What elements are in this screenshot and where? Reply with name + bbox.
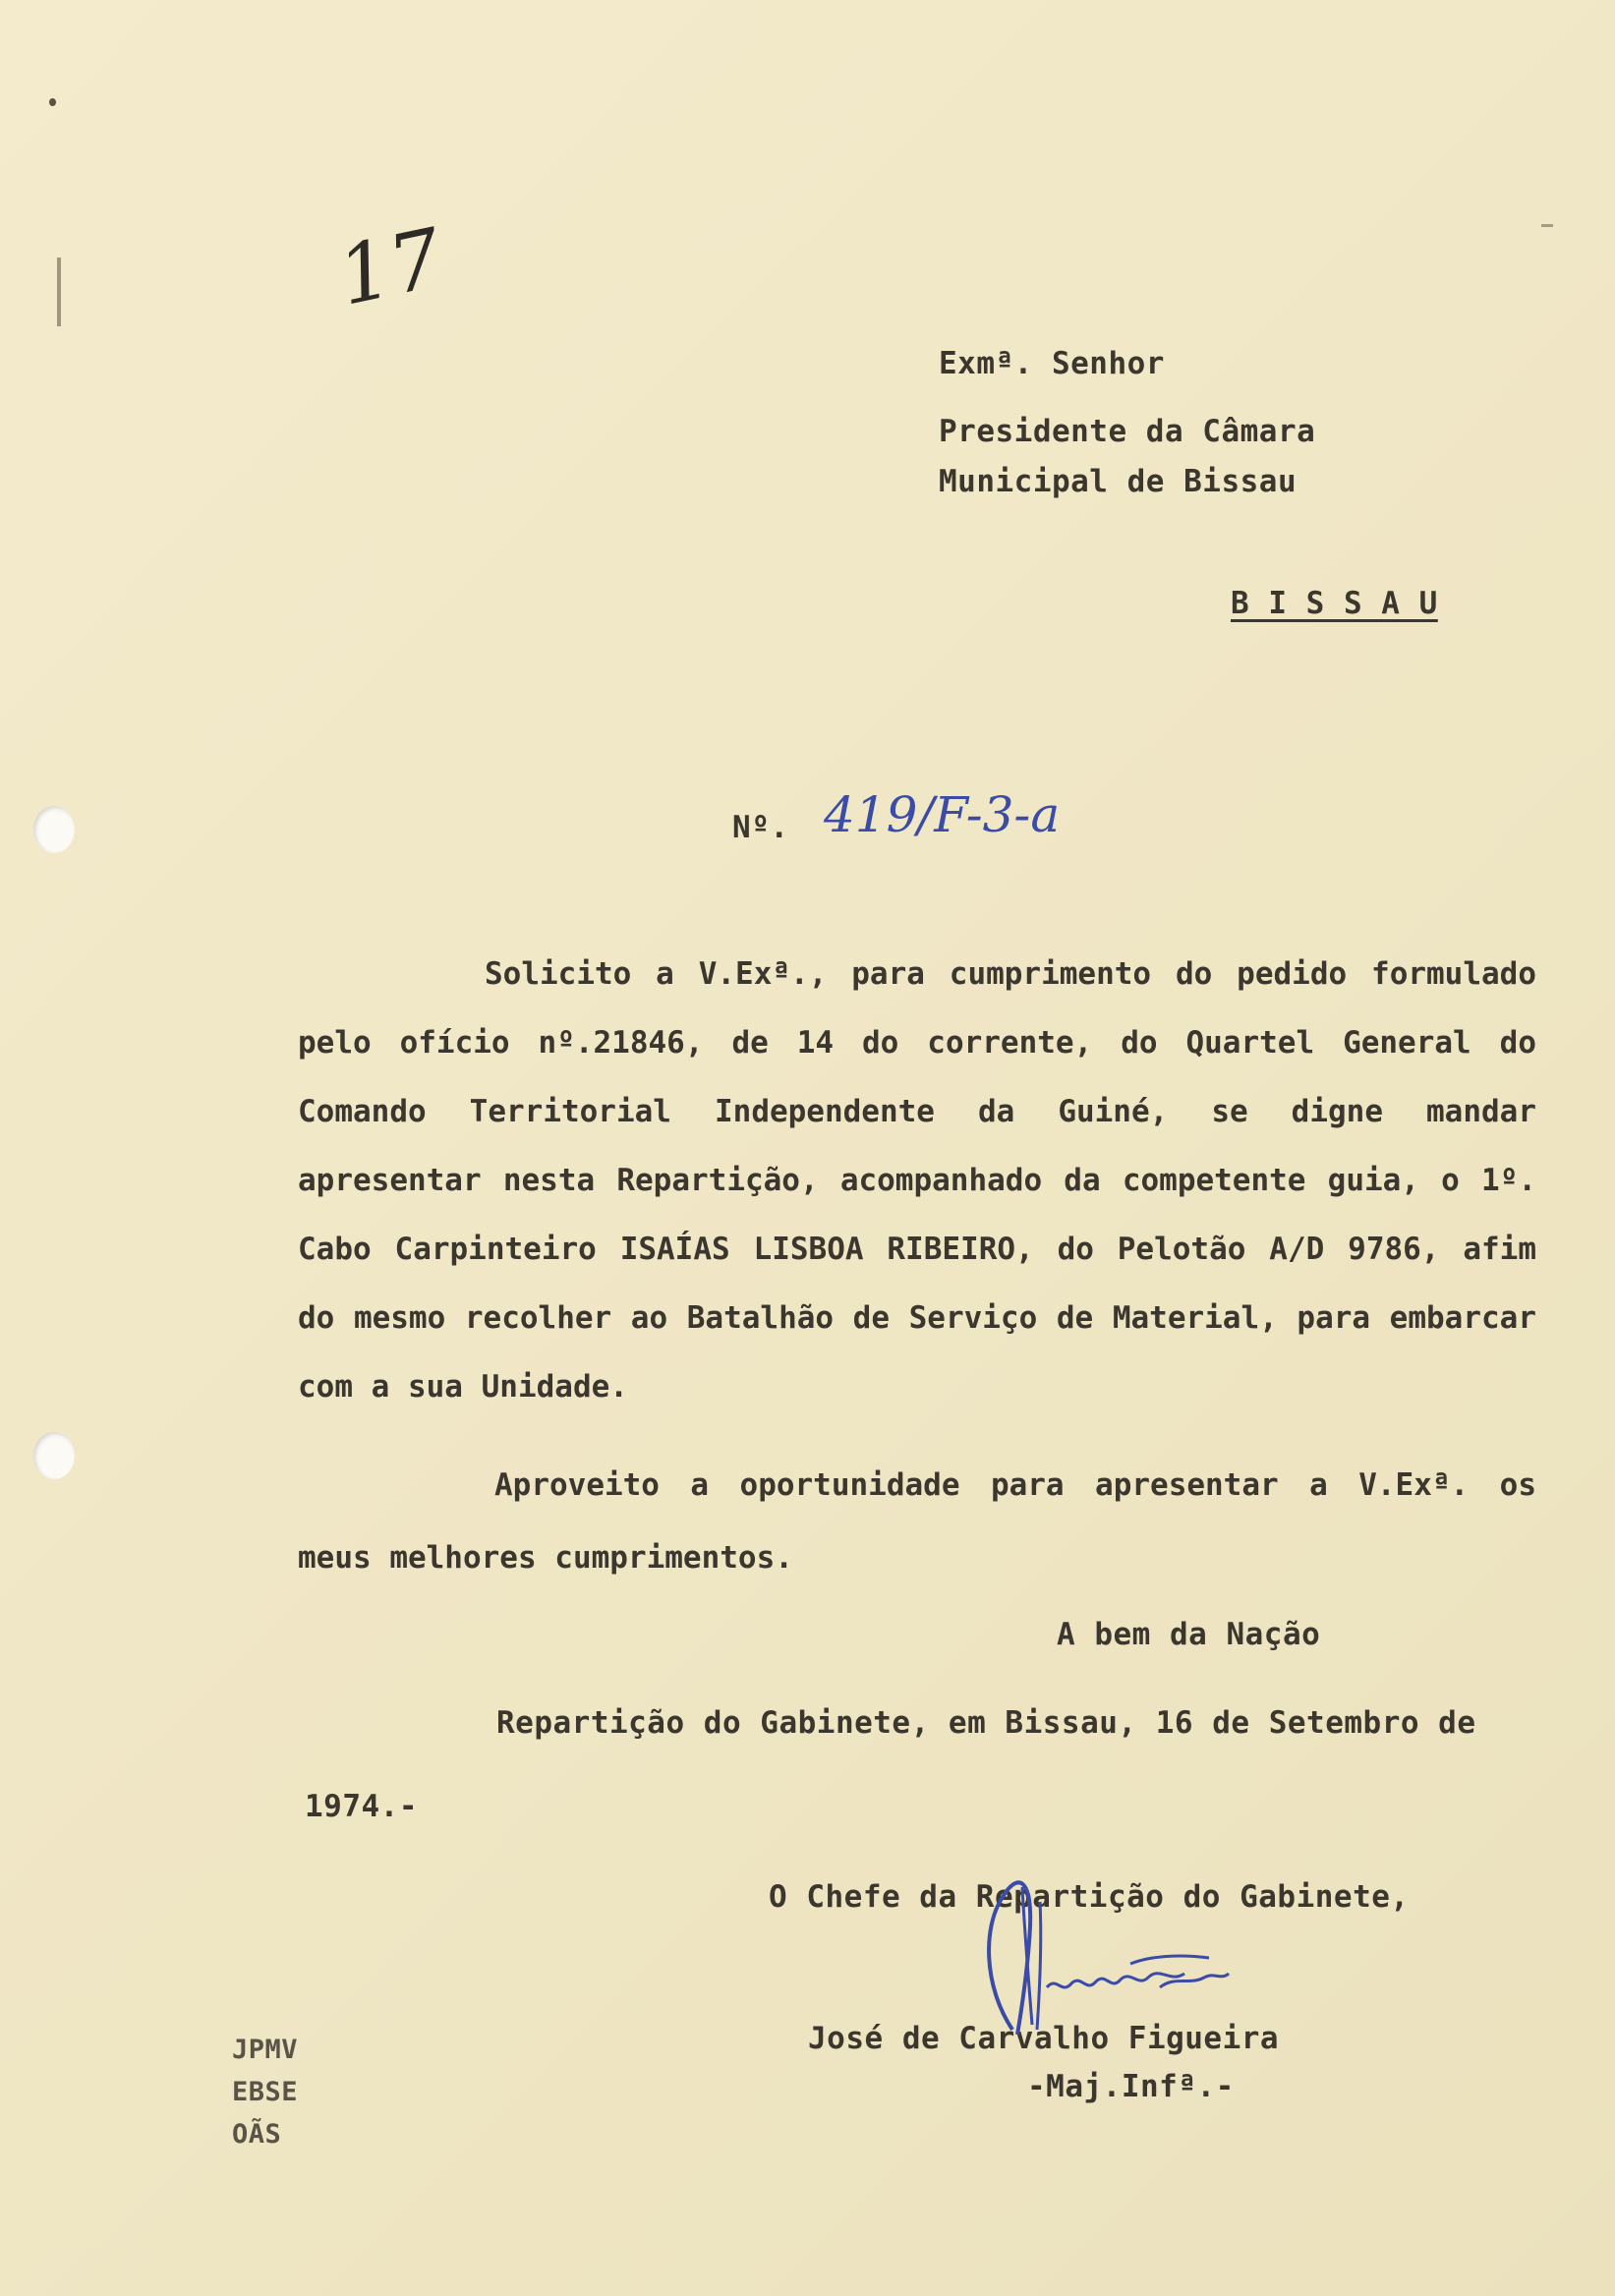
edge-mark-left bbox=[49, 98, 56, 106]
edge-mark-staple bbox=[57, 258, 61, 326]
reference-number-handwritten: 419/F-3-a bbox=[824, 786, 1061, 843]
addressee-city: B I S S A U bbox=[1231, 586, 1438, 621]
reference-prefix: Nº. bbox=[732, 810, 789, 845]
handwritten-page-number: 17 bbox=[330, 211, 451, 324]
initials-3: OÃS bbox=[232, 2119, 282, 2150]
body-paragraph-request: Solicito a V.Exª., para cumprimento do pedido formulado pelo ofício nº.21846, de 14 do corrente, do Quartel General do Comando Territorial Independente da Guiné, se digne mandar apresentar nesta Repartição, acompanhado da competente guia, o 1º. Cabo Carpinteiro ISAÍAS LISBOA RIBEIRO, do Pelotão A/D 9786, afim do mesmo recolher ao Batalhão de Serviço de Material, para embarcar com a sua Unidade. bbox=[298, 956, 1536, 1405]
punch-hole-bottom bbox=[33, 1432, 75, 1479]
closing-place-date: Repartição do Gabinete, em Bissau, 16 de Setembro de bbox=[496, 1705, 1476, 1741]
closing-salutation: A bem da Nação bbox=[1057, 1617, 1321, 1652]
initials-1: JPMV bbox=[232, 2035, 299, 2065]
signatory-title: O Chefe da Repartição do Gabinete, bbox=[769, 1879, 1410, 1915]
closing-year: 1974.- bbox=[305, 1789, 418, 1824]
addressee-salutation: Exmª. Senhor bbox=[939, 346, 1165, 381]
body-paragraph-greeting: Aproveito a oportunidade para apresentar a V.Exª. os meus melhores cumprimentos. bbox=[298, 1467, 1536, 1576]
initials-2: EBSE bbox=[232, 2077, 299, 2107]
signatory-rank: -Maj.Infª.- bbox=[1027, 2069, 1235, 2104]
signatory-name: José de Carvalho Figueira bbox=[808, 2021, 1280, 2056]
signature bbox=[963, 1867, 1298, 2044]
punch-hole-top bbox=[33, 806, 75, 853]
edge-mark-right bbox=[1541, 224, 1553, 227]
addressee-title: Presidente da Câmara bbox=[939, 414, 1316, 449]
addressee-institution: Municipal de Bissau bbox=[939, 464, 1298, 499]
